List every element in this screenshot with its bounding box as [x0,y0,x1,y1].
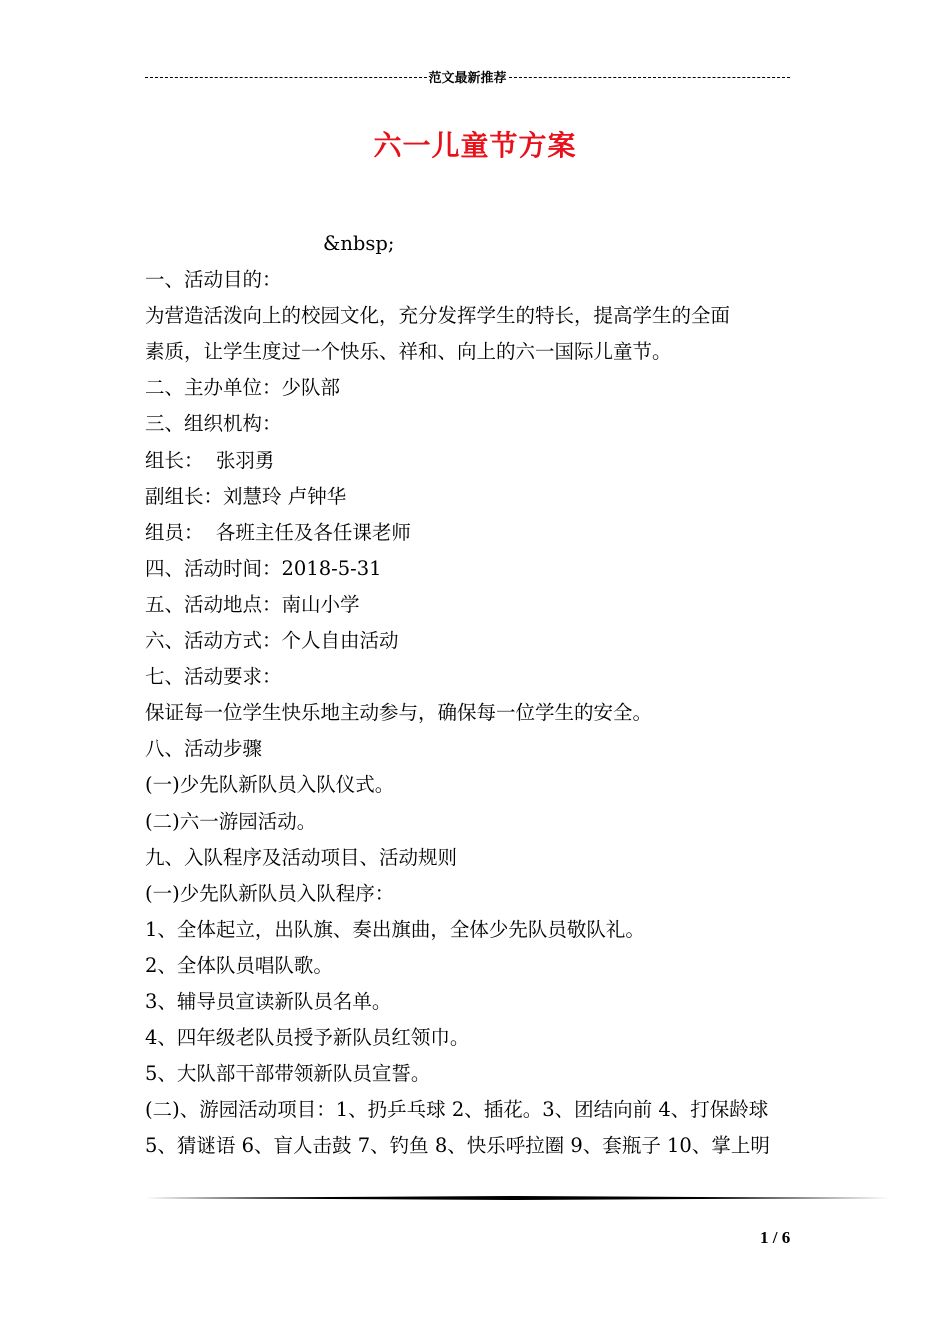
body-line: 七、活动要求： [145,665,282,689]
body-line: 4、四年级老队员授予新队员红领巾。 [145,1026,470,1050]
body-line: (二)六一游园活动。 [145,809,317,833]
header-dashes-left [145,77,427,78]
body-line: &nbsp; [323,232,395,255]
body-line: (二)、游园活动项目：1、扔乒乓球 2、插花。3、团结向前 4、打保龄球 [145,1098,769,1122]
body-line: (一)少先队新队员入队程序： [145,881,395,905]
body-line: 3、辅导员宣读新队员名单。 [145,989,392,1013]
document-title: 六一儿童节方案 [373,129,577,162]
body-line: 组长： 张羽勇 [145,448,275,472]
body-line: 三、组织机构： [145,412,282,436]
body-line: 二、主办单位：少队部 [145,376,341,400]
body-line: 2、全体队员唱队歌。 [145,953,333,977]
body-line: 保证每一位学生快乐地主动参与，确保每一位学生的安全。 [145,701,653,725]
body-line: 5、大队部干部带领新队员宣誓。 [145,1062,431,1086]
body-line: 一、活动目的： [145,268,282,292]
header-banner-text: 范文最新推荐 [428,70,507,86]
body-line: 组员： 各班主任及各任课老师 [145,520,411,544]
body-line: (一)少先队新队员入队仪式。 [145,773,395,797]
body-line: 八、活动步骤 [145,737,263,761]
footer-divider [145,1196,890,1200]
page-header-banner [145,66,790,86]
body-line: 五、活动地点：南山小学 [145,592,360,616]
header-dashes-right [509,77,791,78]
body-line: 九、入队程序及活动项目、活动规则 [145,845,458,869]
body-line: 副组长：刘慧玲 卢钟华 [145,484,347,508]
body-line: 素质，让学生度过一个快乐、祥和、向上的六一国际儿童节。 [145,340,672,364]
body-line: 5、猜谜语 6、盲人击鼓 7、钓鱼 8、快乐呼拉圈 9、套瓶子 10、掌上明 [145,1134,770,1158]
body-line: 为营造活泼向上的校园文化，充分发挥学生的特长，提高学生的全面 [145,304,731,328]
body-line: 1、全体起立，出队旗、奏出旗曲，全体少先队员敬队礼。 [145,917,645,941]
body-line: 六、活动方式：个人自由活动 [145,629,399,653]
page-number: 1 / 6 [760,1228,791,1247]
document-body [145,226,810,1164]
body-line: 四、活动时间：2018-5-31 [145,556,382,580]
